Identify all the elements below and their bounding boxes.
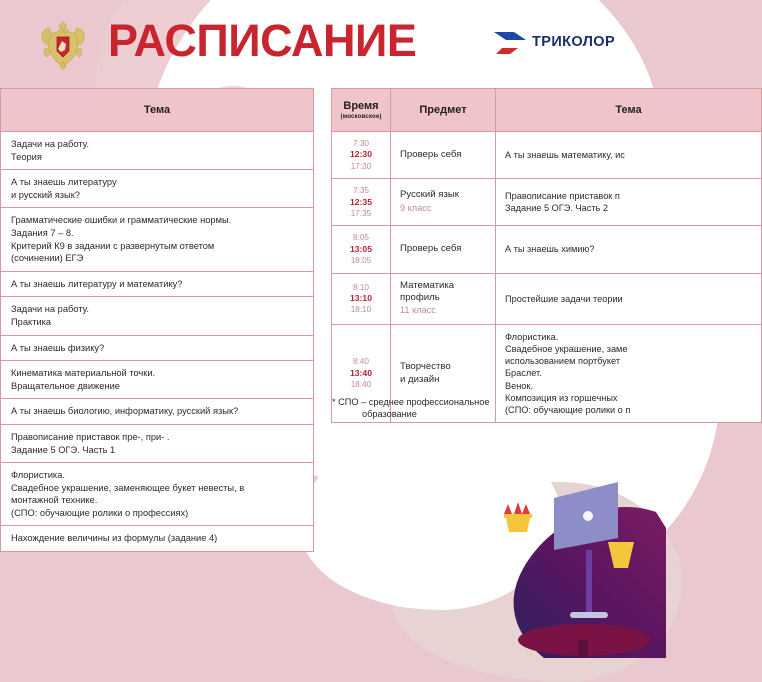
desk-with-laptop-illustration bbox=[496, 468, 666, 658]
table-row bbox=[0, 170, 314, 208]
cell-topic: Флористика. Свадебное украшение, заме использованием портбукет Браслет. Венок. Композиция из горшечных (СПО: обучающие ролики о п bbox=[496, 324, 762, 422]
cell-subject bbox=[391, 179, 496, 226]
table-row bbox=[332, 179, 762, 226]
subject-grade: 11 класс bbox=[400, 305, 436, 316]
table-row bbox=[0, 297, 314, 335]
time-late: 17:30 bbox=[350, 161, 372, 171]
subject-name: Творчество и дизайн bbox=[400, 361, 451, 385]
right-col-subject: Предмет bbox=[391, 89, 496, 132]
time-moscow: 12:30 bbox=[350, 149, 372, 160]
cell-subject bbox=[391, 273, 496, 324]
laptop-icon bbox=[554, 482, 618, 550]
cell-topic: А ты знаешь биологию, информатику, русский язык? bbox=[1, 399, 314, 425]
page-header bbox=[0, 0, 650, 82]
table-row bbox=[332, 132, 762, 179]
table-row bbox=[0, 424, 314, 462]
cell-topic: Задачи на работу. Практика bbox=[1, 297, 314, 335]
cell-topic: Правописание приставок п Задание 5 ОГЭ. Часть 2 bbox=[496, 179, 762, 226]
left-schedule-table-container bbox=[0, 88, 313, 615]
right-schedule-table bbox=[331, 88, 762, 423]
cell-topic: Нахождение величины из формулы (задание 4) bbox=[1, 526, 314, 552]
table-row bbox=[0, 335, 314, 361]
russian-coat-of-arms-icon bbox=[38, 18, 88, 70]
right-table-header-row bbox=[332, 89, 762, 132]
time-early: 7:30 bbox=[353, 139, 369, 148]
table-row bbox=[0, 208, 314, 271]
subject-name: Русский язык bbox=[400, 189, 459, 201]
footnote-line-1: * СПО – среднее профессиональное bbox=[332, 397, 490, 407]
cell-time bbox=[332, 273, 391, 324]
right-table-head bbox=[332, 89, 762, 132]
cell-topic: А ты знаешь математику, ис bbox=[496, 132, 762, 179]
tricolor-chevron-icon bbox=[492, 29, 528, 55]
subject-name: Математика профиль bbox=[400, 279, 455, 304]
time-moscow: 12:35 bbox=[350, 196, 372, 207]
tricolor-logo bbox=[492, 28, 615, 56]
time-early: 7:35 bbox=[353, 186, 369, 196]
subject-grade: 9 класс bbox=[400, 202, 432, 213]
time-late: 17:35 bbox=[350, 209, 372, 219]
time-moscow: 13:10 bbox=[350, 293, 372, 304]
cell-time bbox=[332, 226, 391, 273]
time-early: 8:05 bbox=[353, 233, 369, 243]
left-table-header-row bbox=[0, 89, 314, 132]
footnote-line-2: образование bbox=[362, 409, 417, 420]
table-row bbox=[0, 132, 314, 170]
footnote bbox=[332, 396, 532, 421]
table-row bbox=[0, 271, 314, 297]
cell-topic: Правописание приставок пре-, при- . Задание 5 ОГЭ. Часть 1 bbox=[1, 424, 314, 462]
cell-subject bbox=[391, 132, 496, 179]
time-late: 18:40 bbox=[350, 380, 372, 390]
right-col-time bbox=[332, 89, 391, 132]
time-moscow: 13:40 bbox=[350, 367, 372, 378]
time-late: 18:05 bbox=[350, 256, 372, 266]
table-row bbox=[332, 273, 762, 324]
table-row bbox=[332, 226, 762, 273]
cell-time bbox=[332, 132, 391, 179]
subject-name: Проверь себя bbox=[400, 243, 462, 255]
cell-topic: Грамматические ошибки и грамматические нормы. Задания 7 – 8. Критерий К9 в задании с развернутым ответом (сочинении) ЕГЭ bbox=[1, 208, 314, 271]
right-col-time-label: Время bbox=[343, 100, 379, 112]
left-col-topic: Тема bbox=[1, 89, 314, 132]
left-table-head bbox=[0, 89, 314, 132]
time-moscow: 13:05 bbox=[350, 243, 372, 254]
page-title: РАСПИСАНИЕ bbox=[108, 15, 417, 66]
cell-topic: А ты знаешь литературу и математику? bbox=[1, 271, 314, 297]
time-early: 8:10 bbox=[353, 282, 369, 292]
left-table-body bbox=[0, 132, 314, 552]
cell-topic: А ты знаешь физику? bbox=[1, 335, 314, 361]
table-row bbox=[0, 463, 314, 526]
time-late: 18:10 bbox=[350, 305, 372, 315]
cell-time bbox=[332, 179, 391, 226]
right-col-topic: Тема bbox=[496, 89, 762, 132]
right-table-body bbox=[332, 132, 762, 423]
table-row bbox=[0, 399, 314, 425]
cell-topic: А ты знаешь химию? bbox=[496, 226, 762, 273]
cell-topic: Флористика. Свадебное украшение, заменяющее букет невесты, в монтажной технике. (СПО: обучающие ролики о профессиях) bbox=[1, 463, 314, 526]
tricolor-logo-text: ТРИКОЛОР bbox=[532, 34, 616, 50]
table-row bbox=[0, 526, 314, 552]
potted-plant-icon bbox=[504, 502, 532, 532]
cell-topic: Кинематика материальной точки. Вращательное движение bbox=[1, 361, 314, 399]
subject-name: Проверь себя bbox=[400, 148, 462, 160]
cell-topic: А ты знаешь литературу и русский язык? bbox=[1, 170, 314, 208]
cell-topic: Задачи на работу. Теория bbox=[1, 132, 314, 170]
table-row bbox=[0, 361, 314, 399]
cell-topic: Простейшие задачи теории bbox=[496, 273, 762, 324]
cell-subject bbox=[391, 226, 496, 273]
right-col-time-note: (московское) bbox=[340, 113, 382, 120]
left-schedule-table bbox=[0, 88, 314, 552]
time-early: 8:40 bbox=[353, 357, 369, 367]
